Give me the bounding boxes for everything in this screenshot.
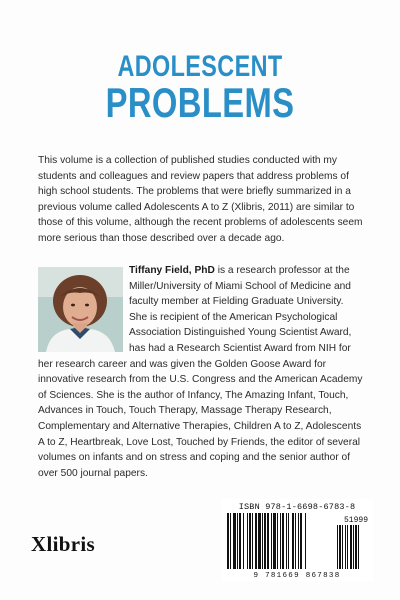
barcode-bar bbox=[243, 513, 244, 569]
isbn-text: ISBN 978-1-6698-6783-8 bbox=[238, 502, 356, 512]
price-code: 51999 bbox=[343, 516, 368, 525]
barcode-bar bbox=[277, 513, 278, 569]
title-line-1: ADOLESCENT bbox=[117, 50, 283, 83]
barcode-bar bbox=[237, 513, 238, 569]
title-line-2: PROBLEMS bbox=[105, 79, 295, 126]
barcode-addon-bar bbox=[353, 525, 354, 569]
isbn-barcode bbox=[221, 499, 373, 582]
author-bio bbox=[38, 263, 364, 481]
barcode-addon-bar bbox=[345, 525, 346, 569]
barcode-bar bbox=[295, 513, 296, 569]
barcode-addon-bar bbox=[337, 525, 338, 569]
barcode-bar bbox=[300, 513, 302, 569]
barcode-bar bbox=[292, 513, 294, 569]
barcode-bar bbox=[233, 513, 236, 569]
barcode-bar bbox=[305, 513, 306, 569]
barcode-addon-bar bbox=[350, 525, 352, 569]
barcode-bar bbox=[255, 513, 257, 569]
barcode-addon-bar bbox=[358, 525, 359, 569]
barcode-addon-bar bbox=[342, 525, 343, 569]
barcode-bar bbox=[227, 513, 229, 569]
barcode-bar bbox=[258, 513, 261, 569]
barcode-bar bbox=[252, 513, 253, 569]
barcode-bar bbox=[239, 513, 241, 569]
barcode-bar bbox=[271, 513, 272, 569]
barcode-bar bbox=[286, 513, 287, 569]
barcode-bar bbox=[280, 513, 281, 569]
barcode-bar bbox=[282, 513, 284, 569]
author-name: Tiffany Field, PhD bbox=[129, 265, 215, 276]
barcode-bars bbox=[221, 499, 373, 582]
barcode-bar bbox=[298, 513, 299, 569]
barcode-bar bbox=[249, 513, 251, 569]
publisher-logo: Xlibris bbox=[31, 532, 95, 556]
barcode-bar bbox=[288, 513, 289, 569]
barcode-bar bbox=[230, 513, 231, 569]
barcode-addon-bar bbox=[347, 525, 348, 569]
author-bio-text: is a research professor at the Miller/University of Miami School of Medicine and faculty member at Fielding Graduate University. She is recipient of the American Psychological Association Distinguished Young Scientist Award, has had a Research Scientist Award from NIH for her research career and was given the Golden Goose Award for innovative research from the U.S. Congress and the American Academy of Sciences. She is the author of Infancy, The Amazing Infant, Touch, Advances in Touch, Touch Therapy, Massage Therapy Research, Complementary and Alternative Therapies, Children A to Z, Adolescents A to Z, Heartbreak, Love Lost, Touched by Friends, the editor of several volumes on infants and on stress and coping and the senior author of over 500 journal papers. bbox=[38, 265, 363, 479]
photo-spacer bbox=[38, 263, 129, 354]
barcode-addon-bar bbox=[339, 525, 341, 569]
barcode-bar bbox=[264, 513, 266, 569]
barcode-digits: 9 781669 867838 bbox=[253, 572, 341, 580]
barcode-addon-bar bbox=[355, 525, 357, 569]
book-description: This volume is a collection of published studies conducted with my students and colleagues and review papers that address problems of high school students. The problems that were briefly summarized in a previous volume called Adolescents A to Z (Xlibris, 2011) are similar to those of this volume, although the recent problems of adolescents seem more serious than those described over a decade ago. bbox=[38, 155, 363, 244]
barcode-bar bbox=[267, 513, 269, 569]
barcode-bar bbox=[247, 513, 248, 569]
barcode-bar bbox=[262, 513, 263, 569]
barcode-bar bbox=[273, 513, 276, 569]
